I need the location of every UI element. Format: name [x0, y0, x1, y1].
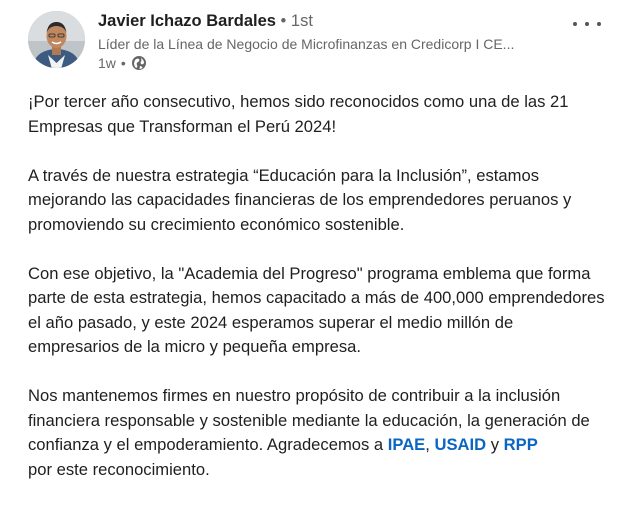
- more-dot: [573, 22, 577, 26]
- avatar-photo: [28, 11, 85, 68]
- connection-degree: • 1st: [280, 12, 313, 30]
- post-meta: [98, 55, 147, 71]
- post-time: 1w: [98, 55, 116, 71]
- more-dot: [585, 22, 589, 26]
- mention-separator: y: [486, 435, 504, 454]
- mention-ipae[interactable]: IPAE: [387, 435, 426, 454]
- connection-degree-label: 1st: [290, 12, 313, 30]
- post-paragraph-closing: [28, 384, 608, 482]
- mention-usaid[interactable]: USAID: [434, 435, 487, 454]
- author-line: [98, 12, 313, 31]
- mention-rpp[interactable]: RPP: [503, 435, 538, 454]
- post-paragraph: A través de nuestra estrategia “Educación para la Inclusión”, estamos mejorando las capacidades financieras de los emprendedores peruanos y promoviendo su crecimiento económico sostenible.: [28, 165, 572, 234]
- post-header: [28, 11, 598, 71]
- author-avatar[interactable]: [28, 11, 85, 68]
- author-name[interactable]: Javier Ichazo Bardales: [98, 12, 276, 30]
- more-dot: [597, 22, 601, 26]
- more-options-icon[interactable]: [573, 17, 601, 31]
- globe-icon: [131, 55, 147, 71]
- post-body: [28, 90, 608, 507]
- meta-separator: •: [120, 55, 126, 71]
- closing-text: Nos mantenemos firmes en nuestro propósito de contribuir a la inclusión financiera responsable y sostenible mediante la educación, la generación de confianza y el empoderamiento. Agradecemos a: [28, 386, 590, 454]
- post-paragraph: ¡Por tercer año consecutivo, hemos sido reconocidos como una de las 21 Empresas que Transforman el Perú 2024!: [28, 92, 569, 136]
- closing-text-end: por este reconocimiento.: [28, 459, 210, 479]
- post-paragraph: Con ese objetivo, la "Academia del Progreso" programa emblema que forma parte de esta estrategia, hemos capacitado a más de 400,000 emprendedores el año pasado, y este 2024 esperamos superar el medio millón de empresarios de la micro y pequeña empresa.: [28, 263, 605, 356]
- mention-separator: ,: [425, 435, 435, 454]
- author-headline: Líder de la Línea de Negocio de Microfinanzas en Credicorp I CE...: [98, 36, 515, 52]
